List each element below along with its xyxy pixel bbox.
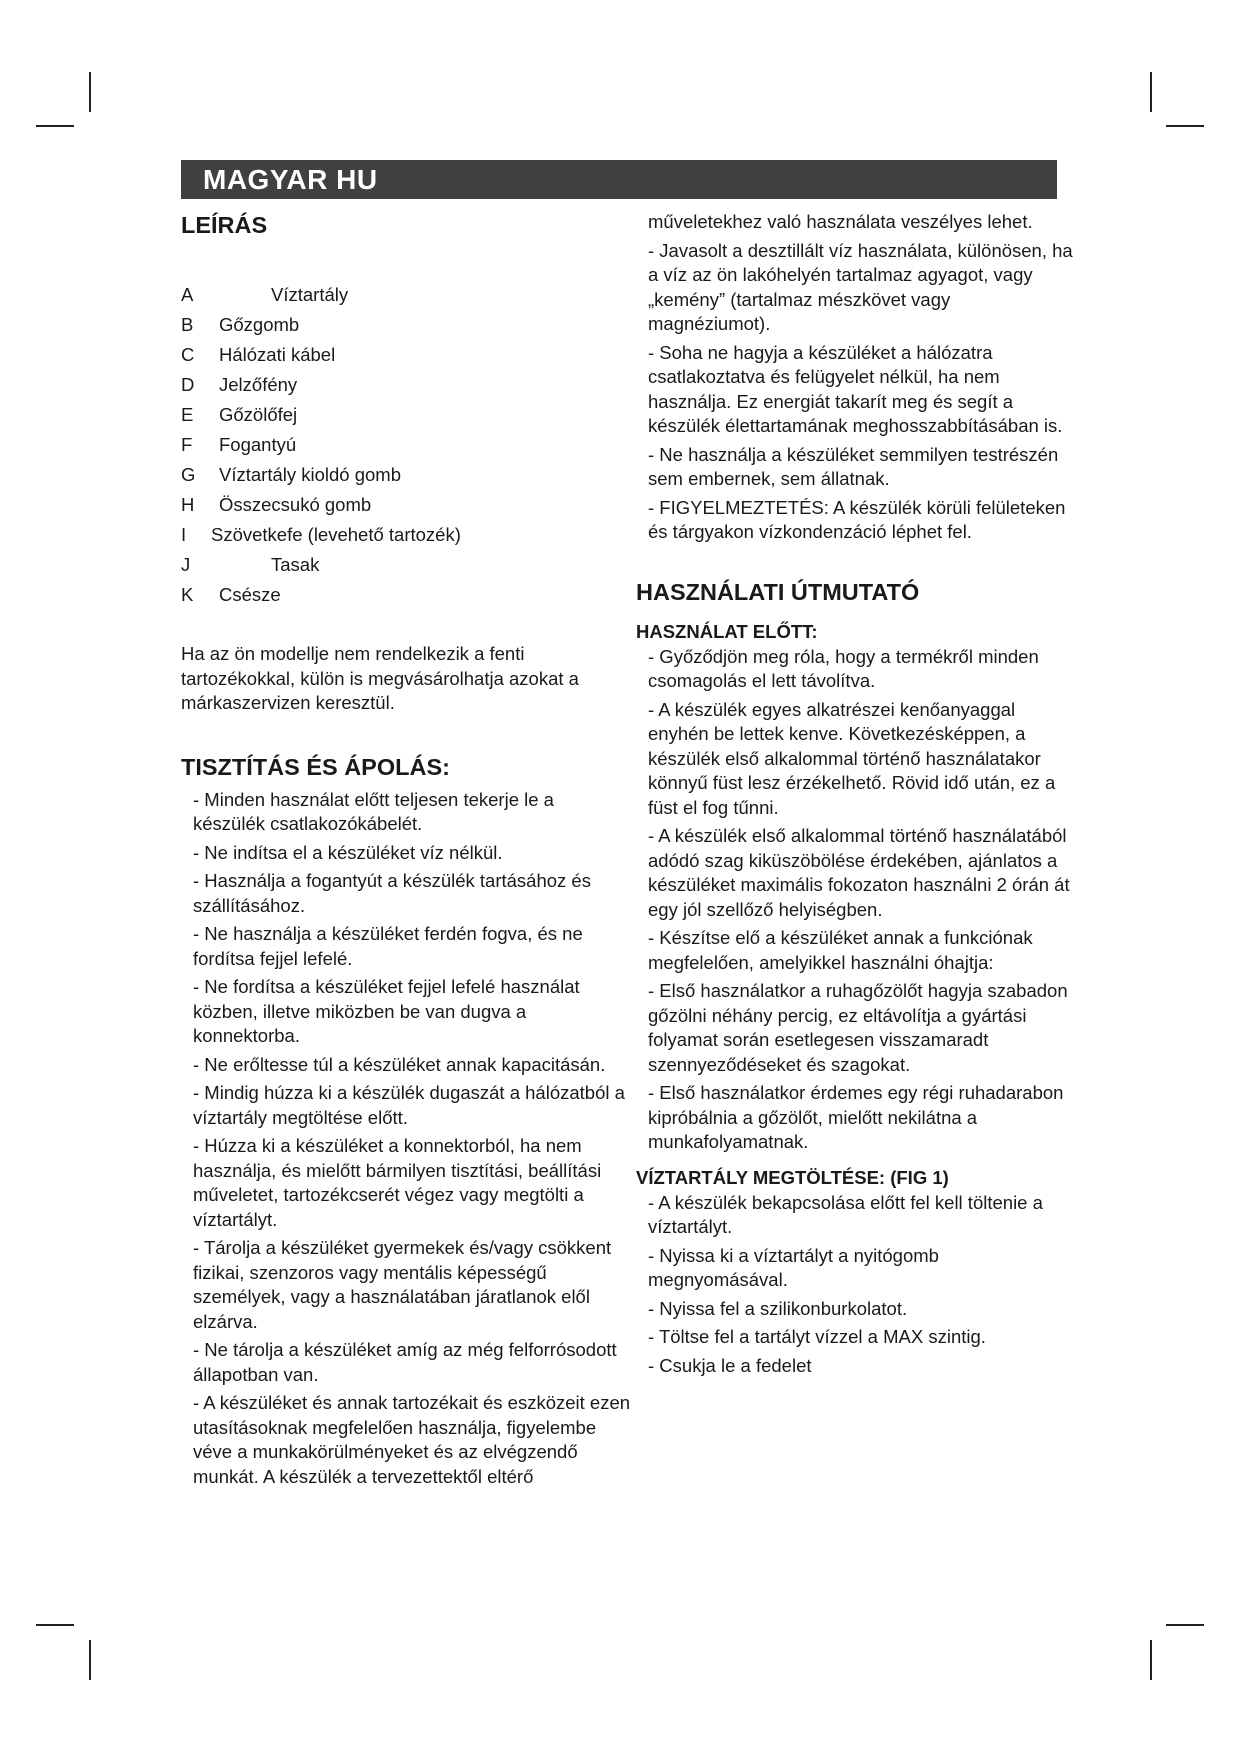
part-item: E Gőzölőfej: [181, 404, 298, 425]
language-banner: MAGYAR HU: [181, 160, 1057, 199]
list-item: - Soha ne hagyja a készüléket a hálózatra csatlakoztatva és felügyelet nélkül, ha nem használja. Ez energiát takarít meg és segít a készülék élettartamának meghosszabbításában is.: [648, 341, 1063, 436]
before-use-heading: HASZNÁLAT ELŐTT:: [636, 620, 818, 642]
list-item: - A készülék egyes alkatrészei kenőanyaggal enyhén be lettek kenve. Következésképpen, a készülék első alkalommal történő használatakor könnyű füst lesz érzékelhető. Rövid idő után, ez a füst el fog tűnni.: [648, 698, 1056, 818]
right-column: [636, 210, 1076, 1382]
part-item: D Jelzőfény: [181, 374, 298, 395]
list-item: - Nyissa fel a szilikonburkolatot.: [648, 1297, 908, 1319]
list-item: - Minden használat előtt teljesen tekerje le a készülék csatlakozókábelét.: [193, 788, 554, 834]
accessories-note: Ha az ön modellje nem rendelkezik a fenti tartozékokkal, külön is megvásárolhatja azokat a márkaszervizen keresztül.: [181, 643, 579, 713]
cleaning-list: [181, 788, 631, 1490]
part-item: I Szövetkefe (levehető tartozék): [181, 524, 461, 545]
part-item: B Gőzgomb: [181, 314, 300, 335]
left-column: [181, 210, 631, 1493]
list-item: - Használja a fogantyút a készülék tartásához és szállításához.: [193, 870, 591, 916]
list-item: - A készülék első alkalommal történő használatából adódó szag kiküszöbölése érdekében, ajánlatos a készüléket maximális fokozaton használni 2 órán át egy jól szellőző helyiségben.: [648, 825, 1070, 920]
crop-mark: [1166, 125, 1204, 127]
list-item: - Ne erőltesse túl a készüléket annak kapacitásán.: [193, 1053, 606, 1075]
list-item: - Ne használja a készüléket semmilyen testrészén sem embernek, sem állatnak.: [648, 443, 1059, 489]
list-item: - Ne tárolja a készüléket amíg az még felforrósodott állapotban van.: [193, 1339, 617, 1385]
safety-continued-list: [636, 210, 1076, 545]
list-item: - Töltse fel a tartályt vízzel a MAX szintig.: [648, 1326, 986, 1347]
list-item: műveletekhez való használata veszélyes lehet.: [648, 211, 1033, 232]
parts-list: [181, 280, 631, 610]
part-item: H Összecsukó gomb: [181, 494, 372, 515]
filling-list: [636, 1191, 1076, 1379]
crop-mark: [1150, 72, 1152, 112]
list-item: - Javasolt a desztillált víz használata, különösen, ha a víz az ön lakóhelyén tartalmaz agyagot, vagy „kemény” (tartalmaz mészkövet vagy magnéziumot).: [648, 239, 1073, 334]
crop-mark: [89, 1640, 91, 1680]
list-item: - Készítse elő a készüléket annak a funkciónak megfelelően, amelyikkel használni óhajtja:: [648, 927, 1033, 973]
crop-mark: [89, 72, 91, 112]
crop-mark: [1166, 1624, 1204, 1626]
part-item: G Víztartály kioldó gomb: [181, 464, 402, 485]
list-item: - A készüléket és annak tartozékait és eszközeit ezen utasításoknak megfelelően használja, figyelembe véve a munkakörülményeket és az elvégzendő munkát. A készülék a tervezettektől eltérő: [193, 1392, 631, 1487]
crop-mark: [1150, 1640, 1152, 1680]
list-item: - Első használatkor a ruhagőzölőt hagyja szabadon gőzölni néhány percig, ez eltávolítja a gyártási folyamat során esetlegesen visszamaradt szennyeződéseket és szagokat.: [648, 980, 1068, 1075]
list-item: - Első használatkor érdemes egy régi ruhadarabon kipróbálnia a gőzölőt, mielőtt nekilátna a munkafolyamatnak.: [648, 1082, 1064, 1152]
list-item: - FIGYELMEZTETÉS: A készülék körüli felületeken és tárgyakon vízkondenzáció léphet fel.: [648, 496, 1066, 542]
part-item: J Tasak: [181, 554, 320, 575]
filling-heading: VÍZTARTÁLY MEGTÖLTÉSE: (FIG 1): [636, 1166, 949, 1188]
list-item: - Ne indítsa el a készüléket víz nélkül.: [193, 841, 503, 863]
usage-heading: HASZNÁLATI ÚTMUTATÓ: [636, 578, 920, 605]
list-item: - Ne használja a készüléket ferdén fogva, és ne fordítsa fejjel lefelé.: [193, 923, 583, 969]
part-item: F Fogantyú: [181, 434, 297, 455]
list-item: - Győződjön meg róla, hogy a termékről minden csomagolás el lett távolítva.: [648, 645, 1039, 691]
list-item: - Csukja le a fedelet: [648, 1354, 812, 1376]
list-item: - A készülék bekapcsolása előtt fel kell töltenie a víztartályt.: [648, 1191, 1043, 1237]
cleaning-heading: TISZTÍTÁS ÉS ÁPOLÁS:: [181, 753, 450, 780]
part-item: K Csésze: [181, 584, 281, 605]
description-heading: LEÍRÁS: [181, 212, 268, 238]
crop-mark: [36, 1624, 74, 1626]
part-item: A Víztartály: [181, 284, 349, 305]
list-item: - Ne fordítsa a készüléket fejjel lefelé használat közben, illetve miközben be van dugva a konnektorba.: [193, 976, 580, 1046]
list-item: - Tárolja a készüléket gyermekek és/vagy csökkent fizikai, szenzoros vagy mentális képességű személyek, vagy a használatában járatlanok elől elzárva.: [193, 1237, 612, 1332]
before-use-list: [636, 645, 1076, 1155]
list-item: - Húzza ki a készüléket a konnektorból, ha nem használja, és mielőtt bármilyen tisztítási, beállítási műveletet, tartozékcserét végez vagy megtölti a víztartályt.: [193, 1135, 602, 1230]
part-item: C Hálózati kábel: [181, 344, 336, 365]
list-item: - Nyissa ki a víztartályt a nyitógomb megnyomásával.: [648, 1244, 939, 1290]
list-item: - Mindig húzza ki a készülék dugaszát a hálózatból a víztartály megtöltése előtt.: [193, 1082, 625, 1128]
crop-mark: [36, 125, 74, 127]
